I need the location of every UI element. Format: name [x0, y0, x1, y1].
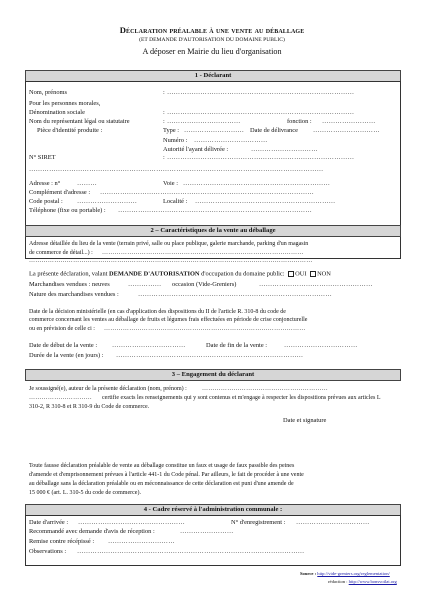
enregistrement-label: N° d'enregistrement :: [231, 519, 286, 526]
warning-line-2: d'amende et d'emprisonnement prévues à l'article 441-1 du Code pénal. Par ailleurs, le fait de procéder à une vente: [29, 472, 304, 478]
engagement-line-1: Je soussigné(e), auteur de la présente déclaration (nom, prénom) :: [29, 386, 187, 392]
section-2-header: 2 – Caractéristiques de la vente au déballage: [25, 225, 401, 237]
form-instructions: A déposer en Mairie du lieu d'organisation: [142, 47, 282, 56]
representant-field[interactable]: : ……………………………: [163, 118, 241, 125]
warning-line-4: 15 000 € (art. L. 310-5 du code de commerce).: [29, 490, 141, 496]
declaration-prefix: La présente déclaration, valant: [29, 270, 108, 278]
domaine-public-question: [29, 271, 331, 278]
autorite-field[interactable]: …………………………: [251, 146, 318, 153]
soussigne-field-2[interactable]: …………………………: [29, 395, 92, 401]
fonction-label: fonction :: [287, 118, 312, 125]
source-label: Source :: [300, 571, 317, 576]
complement-field[interactable]: ……………………………………………………………………………………: [100, 189, 315, 196]
lieu-vente-field[interactable]: ……………………………………………………………………………………: [102, 250, 304, 256]
decision-field[interactable]: ……………………………………………………………………………………: [104, 326, 306, 332]
warning-line-1: Toute fausse déclaration préalable de vente au déballage constitue un faux et usage de faux passible des peines: [29, 463, 295, 469]
complement-label: Complément d'adresse :: [29, 189, 91, 196]
redaction-label: rédaction :: [328, 579, 348, 584]
date-debut-field[interactable]: ……………………………: [112, 342, 186, 349]
date-arrivee-label: Date d'arrivée :: [29, 519, 69, 526]
observations-label: Observations :: [29, 548, 67, 555]
duree-field[interactable]: …………………………………………………………………………: [116, 352, 304, 359]
code-postal-field[interactable]: ………………………: [77, 198, 138, 205]
voie-field[interactable]: …………………………………………………………: [183, 180, 331, 187]
piece-identite-label: Pièce d'identité produite :: [37, 127, 103, 134]
declaration-suffix: d'occupation du domaine public:: [201, 270, 285, 278]
date-fin-label: Date de fin de la vente :: [206, 342, 268, 349]
date-arrivee-field[interactable]: …………………………………………: [78, 519, 186, 526]
duree-label: Durée de la vente (en jours) :: [29, 352, 104, 359]
recommande-field[interactable]: ……………………: [180, 528, 234, 535]
lieu-vente-field-2[interactable]: ………………………………………………………………………………………………………………………: [29, 258, 313, 264]
engagement-line-3: 310-2, R 310-8 et R 310-9 du Code de commerce.: [29, 404, 150, 410]
siret-field[interactable]: : …………………………………………………………………………: [163, 154, 355, 161]
neuves-field[interactable]: ……………: [128, 281, 162, 288]
non-checkbox[interactable]: [310, 271, 316, 277]
lieu-vente-label: Adresse détaillée du lieu de la vente (terrain privé, salle ou place publique, galerie marchande, parking d'un magasin: [29, 241, 309, 247]
nom-label: Nom, prénoms: [29, 89, 67, 96]
adresse-label: Adresse : n°: [29, 180, 61, 187]
non-label: NON: [317, 270, 331, 278]
form-subtitle: (ET DEMANDE D'AUTORISATION DU DOMAINE PUBLIC): [139, 37, 285, 43]
lieu-vente-label-2: de commerce de détail...) :: [29, 250, 93, 256]
date-debut-label: Date de début de la vente :: [29, 342, 98, 349]
decision-label-3: ou en prévision de celle ci :: [29, 326, 95, 332]
telephone-label: Téléphone (fixe ou portable) :: [29, 207, 106, 214]
occasion-label: occasion (Vide-Greniers): [172, 281, 237, 288]
denomination-label: Dénomination sociale: [29, 109, 85, 116]
demande-autorisation-text: DEMANDE D'AUTORISATION: [109, 270, 200, 278]
engagement-line-2: certifie exacts les renseignements qui y sont contenus et m'engage à respecter les dispositions prévues aux articles L: [102, 395, 381, 401]
signature-area[interactable]: [260, 428, 390, 454]
type-field[interactable]: ………………………: [184, 127, 245, 134]
redaction-footer: [328, 580, 397, 585]
soussigne-field[interactable]: ……………………………………………………: [202, 386, 328, 392]
code-postal-label: Code postal :: [29, 198, 63, 205]
siret-extra-line[interactable]: ……………………………………………………………………………………………………………………: [29, 166, 324, 173]
marchandises-label: Marchandises vendues : neuves: [29, 281, 110, 288]
telephone-field[interactable]: ……………………………………………………………………………: [118, 207, 313, 214]
voie-label: Voie :: [163, 180, 178, 187]
date-delivrance-field[interactable]: …………………………: [313, 127, 380, 134]
date-delivrance-label: Date de délivrance: [250, 127, 298, 134]
warning-line-3: au déballage sans la déclaration préalable ou en méconnaissance de cette déclaration est puni d'une amende de: [29, 481, 294, 487]
representant-label: Nom du représentant légal ou statutaire: [29, 118, 130, 125]
section-3-header: 3 – Engagement du déclarant: [25, 369, 401, 381]
localite-label: Localité :: [163, 198, 188, 205]
signature-label: Date et signature: [283, 417, 327, 424]
enregistrement-field[interactable]: ……………………………: [296, 519, 370, 526]
numero-label: Numéro :: [163, 137, 188, 144]
source-footer: [300, 572, 390, 577]
localite-field[interactable]: ………………………………………………………: [195, 198, 336, 205]
siret-label: N° SIRET: [29, 154, 56, 161]
redaction-link[interactable]: http://www.bonsvoilat.org: [348, 579, 397, 584]
remise-field[interactable]: …………………………: [108, 538, 175, 545]
nature-field[interactable]: ……………………………………………………………………………: [138, 291, 333, 298]
decision-label-2: commerce concernant les ventes au déballage de fruits et légumes frais effectuées en période de crise conjoncturelle: [29, 317, 308, 323]
oui-checkbox[interactable]: [288, 271, 294, 277]
type-label: Type :: [163, 127, 180, 134]
decision-label-1: Date de la décision ministérielle (en cas d'application des dispositions du II de l'article R. 310-8 du code de: [29, 309, 286, 315]
recommande-label: Recommandé avec demande d'avis de réception :: [29, 528, 155, 535]
oui-label: OUI: [295, 270, 307, 278]
numero-field[interactable]: ……………………………: [194, 137, 268, 144]
section-4-header: 4 - Cadre réservé à l'administration communale :: [25, 504, 401, 516]
section-1-header: 1 - Déclarant: [25, 70, 401, 82]
date-fin-field[interactable]: ……………………………: [284, 342, 358, 349]
autorite-label: Autorité l'ayant délivrée :: [163, 146, 229, 153]
remise-label: Remise contre récépissé :: [29, 538, 95, 545]
occasion-field[interactable]: ……………………………………………: [259, 281, 373, 288]
fonction-field[interactable]: ……………………: [322, 118, 376, 125]
form-title: Déclaration préalable à une vente au déballage: [119, 25, 305, 35]
adresse-numero-field[interactable]: ………: [77, 180, 98, 187]
personne-morale-label: Pour les personnes morales,: [29, 100, 101, 107]
nature-label: Nature des marchandises vendues :: [29, 291, 119, 298]
observations-field[interactable]: …………………………………………………………………………………………: [77, 548, 305, 555]
denomination-field[interactable]: : …………………………………………………………………………: [163, 109, 355, 116]
source-link[interactable]: http://vide-greniers.org/reglementation/: [317, 571, 390, 576]
nom-field[interactable]: : …………………………………………………………………………: [163, 89, 355, 96]
